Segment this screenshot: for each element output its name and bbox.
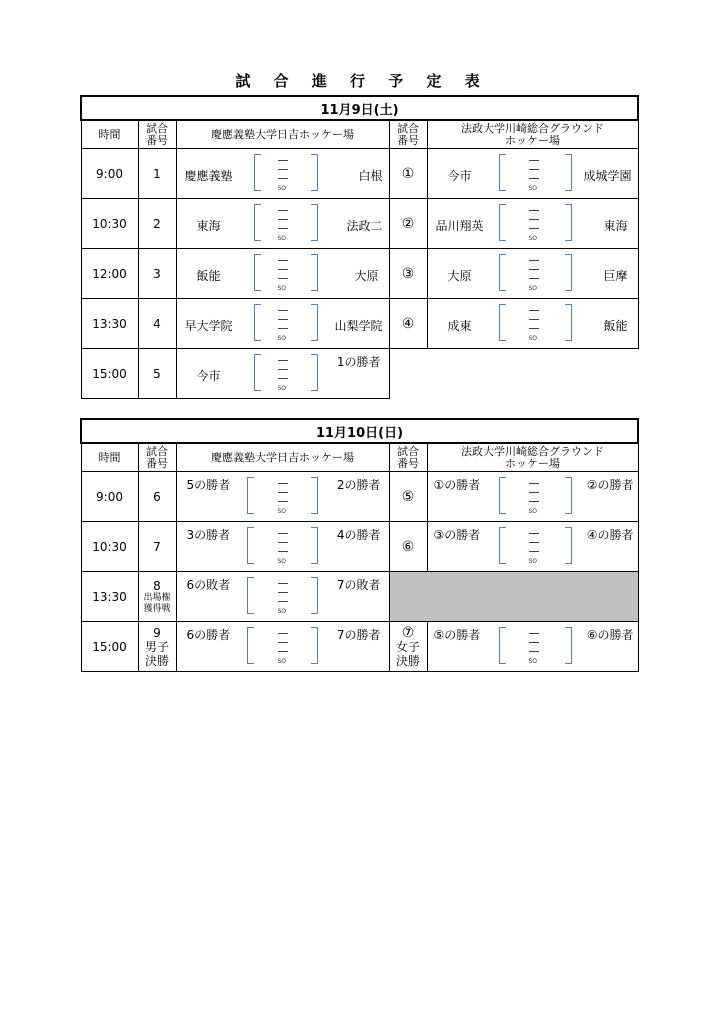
team-left: ③の勝者: [433, 528, 481, 542]
empty-cell: [389, 349, 638, 399]
time-cell: 13:30: [81, 299, 138, 349]
team-right: 山梨学院: [334, 319, 383, 333]
match-cell: 6の勝者 SO 7の勝者: [176, 622, 389, 672]
time-cell: 13:30: [81, 572, 138, 622]
score-bracket-right: [311, 204, 318, 241]
table-row: [81, 572, 638, 622]
score-bracket-right: [565, 527, 572, 564]
match-cell: 6の敗者 SO 7の敗者: [176, 572, 389, 622]
match-cell: 早大学院 SO 山梨学院: [176, 299, 389, 349]
venue-b-header: 法政大学川崎総合グラウンド ホッケー場: [427, 120, 638, 149]
team-left: 飯能: [196, 269, 221, 283]
match-no-cell: ②: [389, 199, 427, 249]
match-cell: 今市 SO 成城学園: [427, 149, 638, 199]
match-no-cell: 5: [138, 349, 176, 399]
time-cell: 9:00: [81, 149, 138, 199]
team-right: ④の勝者: [586, 528, 634, 542]
team-right: 白根: [358, 169, 383, 183]
match-no-cell: 2: [138, 199, 176, 249]
venue-a-header: 慶應義塾大学日吉ホッケー場: [176, 120, 389, 149]
schedule-table-day1: [80, 95, 639, 399]
table-row: [81, 472, 638, 522]
team-right: 大原: [354, 269, 379, 283]
score-bracket-right: [565, 304, 572, 341]
match-no-header: 試合 番号: [138, 120, 176, 149]
score-bracket-right: [311, 304, 318, 341]
time-cell: 10:30: [81, 199, 138, 249]
score-bracket-left: [499, 627, 506, 664]
match-no-cell: ③: [389, 249, 427, 299]
score-bracket-right: [565, 254, 572, 291]
team-left: 今市: [447, 169, 472, 183]
match-cell: 大原 SO 巨摩: [427, 249, 638, 299]
score-bracket-left: [499, 254, 506, 291]
table-row: [81, 249, 638, 299]
team-left: 早大学院: [184, 319, 233, 333]
team-left: 6の勝者: [186, 628, 231, 642]
team-right: 東海: [603, 219, 628, 233]
table-row: [81, 349, 638, 399]
score-bracket-right: [311, 477, 318, 514]
match-no-cell: 1: [138, 149, 176, 199]
day2-date-header: 11月10日(日): [81, 419, 638, 443]
team-left: 東海: [196, 219, 221, 233]
score-bracket-left: [247, 577, 254, 614]
team-left: 今市: [196, 369, 221, 383]
time-header: 時間: [81, 120, 138, 149]
team-left: ①の勝者: [433, 478, 481, 492]
score-bracket-right: [565, 627, 572, 664]
table-row: [81, 522, 638, 572]
time-cell: 15:00: [81, 622, 138, 672]
match-no-header: 試合 番号: [138, 443, 176, 472]
match-cell: ①の勝者 SO ②の勝者: [427, 472, 638, 522]
match-no-cell: ④: [389, 299, 427, 349]
score-bracket-right: [565, 154, 572, 191]
team-right: 1の勝者: [336, 355, 381, 369]
score-bracket-right: [311, 627, 318, 664]
score-bracket-left: [247, 627, 254, 664]
score-bracket-left: [254, 254, 261, 291]
table-row: [81, 199, 638, 249]
team-right: 成城学園: [583, 169, 632, 183]
match-no-cell: 3: [138, 249, 176, 299]
match-cell: 成東 SO 飯能: [427, 299, 638, 349]
score-bracket-left: [247, 477, 254, 514]
team-left: ⑤の勝者: [433, 628, 481, 642]
match-cell: ③の勝者 SO ④の勝者: [427, 522, 638, 572]
score-bracket-left: [254, 204, 261, 241]
score-bracket-right: [311, 527, 318, 564]
time-cell: 12:00: [81, 249, 138, 299]
score-bracket-left: [499, 527, 506, 564]
unused-slot: [389, 572, 638, 622]
match-no-cell: 7: [138, 522, 176, 572]
match-cell: 3の勝者 SO 4の勝者: [176, 522, 389, 572]
match-no-cell: ⑥: [389, 522, 427, 572]
team-left: 成東: [447, 319, 472, 333]
score-bracket-right: [565, 204, 572, 241]
time-cell: 9:00: [81, 472, 138, 522]
score-bracket-left: [254, 304, 261, 341]
table-row: [81, 149, 638, 199]
team-right: ⑥の勝者: [586, 628, 634, 642]
score-bracket-right: [311, 577, 318, 614]
team-right: ②の勝者: [586, 478, 634, 492]
day1-date-header: 11月9日(土): [81, 96, 638, 120]
match-no-cell: ⑤: [389, 472, 427, 522]
table-row: [81, 299, 638, 349]
score-bracket-right: [311, 354, 318, 391]
match-no-cell: ①: [389, 149, 427, 199]
match-no-header: 試合 番号: [389, 120, 427, 149]
team-left: 5の勝者: [186, 478, 231, 492]
match-no-cell: ⑦ 女子 決勝: [389, 622, 427, 672]
score-bracket-left: [247, 527, 254, 564]
match-cell: 品川翔英 SO 東海: [427, 199, 638, 249]
team-right: 7の敗者: [336, 578, 381, 592]
match-cell: 東海 SO 法政二: [176, 199, 389, 249]
venue-b-header: 法政大学川崎総合グラウンド ホッケー場: [427, 443, 638, 472]
time-cell: 15:00: [81, 349, 138, 399]
schedule-table-day2: [80, 418, 639, 672]
time-header: 時間: [81, 443, 138, 472]
match-cell: ⑤の勝者 SO ⑥の勝者: [427, 622, 638, 672]
match-no-cell: 9 男子 決勝: [138, 622, 176, 672]
match-no-cell: 4: [138, 299, 176, 349]
table-row: [81, 622, 638, 672]
match-cell: 今市 SO 1の勝者: [176, 349, 389, 399]
match-cell: 飯能 SO 大原: [176, 249, 389, 299]
page-title: 試 合 進 行 予 定 表: [235, 72, 489, 90]
team-right: 法政二: [346, 219, 383, 233]
match-no-header: 試合 番号: [389, 443, 427, 472]
team-right: 4の勝者: [336, 528, 381, 542]
match-cell: 5の勝者 SO 2の勝者: [176, 472, 389, 522]
team-left: 3の勝者: [186, 528, 231, 542]
team-right: 7の勝者: [336, 628, 381, 642]
score-bracket-left: [499, 304, 506, 341]
match-no-cell: 6: [138, 472, 176, 522]
score-bracket-left: [254, 354, 261, 391]
team-right: 2の勝者: [336, 478, 381, 492]
team-right: 巨摩: [603, 269, 628, 283]
team-left: 6の敗者: [186, 578, 231, 592]
team-left: 品川翔英: [435, 219, 484, 233]
match-cell: 慶應義塾 SO 白根: [176, 149, 389, 199]
score-bracket-left: [499, 204, 506, 241]
score-bracket-left: [499, 154, 506, 191]
match-no-cell: 8 出場権 獲得戦: [138, 572, 176, 622]
venue-a-header: 慶應義塾大学日吉ホッケー場: [176, 443, 389, 472]
score-bracket-right: [311, 254, 318, 291]
team-right: 飯能: [603, 319, 628, 333]
score-bracket-right: [565, 477, 572, 514]
time-cell: 10:30: [81, 522, 138, 572]
score-bracket-left: [254, 154, 261, 191]
team-left: 慶應義塾: [184, 169, 233, 183]
team-left: 大原: [447, 269, 472, 283]
score-bracket-right: [311, 154, 318, 191]
score-bracket-left: [499, 477, 506, 514]
